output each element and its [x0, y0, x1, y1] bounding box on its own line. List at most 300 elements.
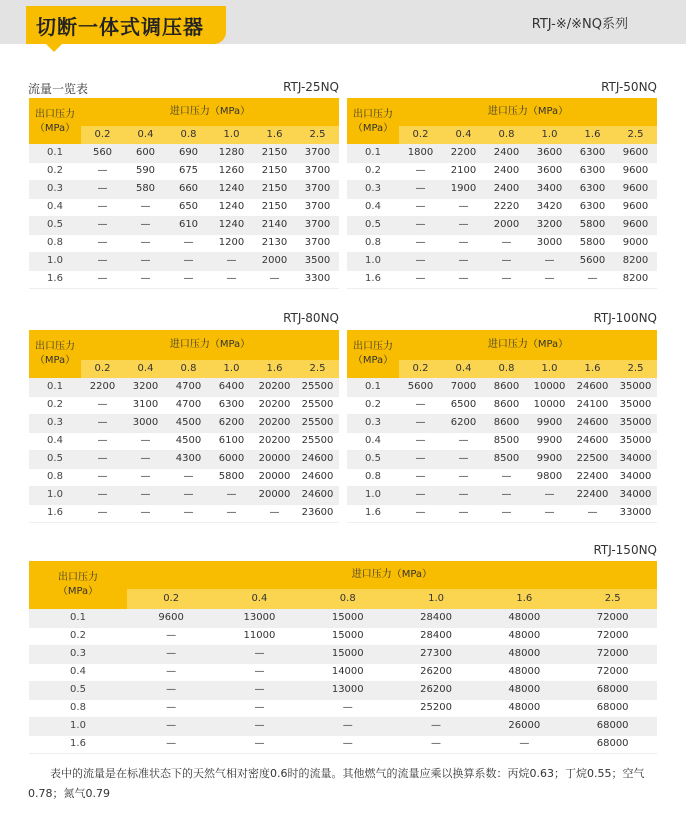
series-label: RTJ-※/※NQ系列	[531, 17, 628, 32]
flow-cell: —	[399, 450, 442, 468]
table-row	[29, 270, 339, 288]
flow-cell: 590	[124, 162, 167, 180]
table-row	[347, 180, 657, 198]
outlet-pressure-cell: 1.0	[347, 486, 399, 504]
flow-cell: 2150	[253, 198, 296, 216]
flow-cell: —	[399, 234, 442, 252]
flow-cell: —	[571, 270, 614, 288]
flow-cell: —	[210, 270, 253, 288]
flow-table	[29, 330, 339, 523]
outlet-pressure-unit: （MPa）	[34, 355, 76, 366]
page-title: 切断一体式调压器	[36, 14, 204, 39]
flow-cell: 24600	[296, 486, 339, 504]
flow-cell: 20200	[253, 378, 296, 396]
flow-cell: 15000	[304, 645, 392, 663]
inlet-pressure-header: 进口压力（MPa）	[399, 98, 657, 126]
inlet-pressure-value: 0.8	[304, 589, 392, 609]
table-row	[29, 216, 339, 234]
flow-cell: —	[81, 180, 124, 198]
flow-cell: 3200	[528, 216, 571, 234]
flow-cell: —	[304, 717, 392, 735]
flow-cell: 3000	[528, 234, 571, 252]
inlet-pressure-value: 1.6	[253, 126, 296, 144]
inlet-pressure-value: 1.0	[528, 126, 571, 144]
flow-cell: —	[127, 663, 215, 681]
flow-cell: 3700	[296, 216, 339, 234]
flow-cell: —	[81, 216, 124, 234]
table-row	[29, 609, 657, 627]
flow-cell: 3100	[124, 396, 167, 414]
table-row	[29, 681, 657, 699]
flow-cell: 610	[167, 216, 210, 234]
flow-cell: 10000	[528, 378, 571, 396]
inlet-pressure-value: 2.5	[614, 126, 657, 144]
table-row	[29, 645, 657, 663]
flow-cell: 68000	[568, 681, 656, 699]
inlet-pressure-header: 进口压力（MPa）	[399, 330, 657, 360]
outlet-pressure-unit: （MPa）	[57, 586, 99, 597]
flow-cell: 26200	[392, 681, 480, 699]
flow-cell: —	[215, 717, 303, 735]
outlet-pressure-cell: 0.2	[29, 627, 127, 645]
table-row	[347, 414, 657, 432]
flow-cell: —	[304, 735, 392, 753]
flow-cell: —	[399, 270, 442, 288]
table-row	[29, 180, 339, 198]
flow-cell: —	[480, 735, 568, 753]
flow-cell: —	[81, 468, 124, 486]
outlet-pressure-cell: 0.8	[29, 468, 81, 486]
inlet-pressure-header: 进口压力（MPa）	[81, 330, 339, 360]
flow-cell: —	[124, 270, 167, 288]
outlet-pressure-header	[29, 561, 127, 609]
table-row	[29, 699, 657, 717]
flow-cell: 3420	[528, 198, 571, 216]
flow-cell: 2000	[253, 252, 296, 270]
flow-cell: 4300	[167, 450, 210, 468]
flow-cell: 3700	[296, 198, 339, 216]
flow-cell: 48000	[480, 627, 568, 645]
flow-cell: 2150	[253, 144, 296, 162]
flow-cell: 72000	[568, 645, 656, 663]
outlet-pressure-cell: 1.6	[29, 270, 81, 288]
flow-cell: —	[81, 396, 124, 414]
table-row	[29, 627, 657, 645]
flow-cell: 20200	[253, 414, 296, 432]
flow-cell: —	[528, 486, 571, 504]
outlet-pressure-cell: 0.4	[29, 663, 127, 681]
flow-cell: —	[124, 234, 167, 252]
flow-cell: —	[167, 504, 210, 522]
footnote: 表中的流量是在标准状态下的天然气相对密度0.6时的流量。其他燃气的流量应乘以换算系数：丙烷0.63；丁烷0.55；空气0.78；氮气0.79	[28, 767, 645, 800]
inlet-pressure-value: 1.0	[210, 126, 253, 144]
flow-cell: 675	[167, 162, 210, 180]
outlet-pressure-cell: 0.1	[29, 144, 81, 162]
flow-cell: —	[399, 396, 442, 414]
flow-cell: 6300	[210, 396, 253, 414]
header-row	[347, 330, 657, 360]
flow-cell: —	[399, 486, 442, 504]
outlet-pressure-header	[29, 330, 81, 378]
flow-table	[347, 98, 657, 289]
flow-cell: 3700	[296, 144, 339, 162]
flow-cell: 22500	[571, 450, 614, 468]
inlet-pressure-value: 0.4	[442, 126, 485, 144]
flow-cell: 6300	[571, 198, 614, 216]
outlet-pressure-cell: 0.8	[29, 234, 81, 252]
flow-cell: —	[215, 699, 303, 717]
flow-cell: 8500	[485, 450, 528, 468]
model-label: RTJ-150NQ	[593, 543, 657, 557]
flow-cell: 20000	[253, 486, 296, 504]
outlet-pressure-cell: 0.5	[29, 216, 81, 234]
flow-cell: —	[167, 468, 210, 486]
flow-cell: 72000	[568, 627, 656, 645]
flow-cell: 20200	[253, 396, 296, 414]
flow-cell: —	[442, 486, 485, 504]
inlet-pressure-value: 2.5	[296, 360, 339, 378]
inlet-pressure-value: 1.0	[392, 589, 480, 609]
inlet-pressure-value: 0.4	[124, 126, 167, 144]
flow-cell: 5800	[571, 234, 614, 252]
table-row	[347, 198, 657, 216]
outlet-pressure-label: 出口压力	[353, 341, 393, 352]
flow-cell: 1260	[210, 162, 253, 180]
flow-cell: —	[253, 504, 296, 522]
flow-cell: 25500	[296, 414, 339, 432]
outlet-pressure-unit: （MPa）	[352, 355, 394, 366]
flow-cell: —	[124, 468, 167, 486]
inlet-pressure-value: 1.6	[571, 360, 614, 378]
flow-cell: 5600	[571, 252, 614, 270]
flow-cell: —	[127, 681, 215, 699]
flow-cell: 7000	[442, 378, 485, 396]
flow-cell: 1200	[210, 234, 253, 252]
outlet-pressure-cell: 1.6	[29, 504, 81, 522]
flow-cell: 5600	[399, 378, 442, 396]
inlet-pressure-value: 0.2	[399, 360, 442, 378]
outlet-pressure-cell: 0.1	[347, 144, 399, 162]
flow-cell: 10000	[528, 396, 571, 414]
flow-cell: 6400	[210, 378, 253, 396]
flow-cell: 35000	[614, 396, 657, 414]
flow-cell: —	[127, 735, 215, 753]
flow-cell: 9900	[528, 414, 571, 432]
flow-cell: 34000	[614, 450, 657, 468]
table-row	[347, 486, 657, 504]
outlet-pressure-header	[347, 330, 399, 378]
table-row	[29, 504, 339, 522]
flow-cell: 72000	[568, 663, 656, 681]
table-row	[29, 144, 339, 162]
outlet-pressure-cell: 1.0	[29, 717, 127, 735]
flow-cell: —	[124, 432, 167, 450]
outlet-pressure-label: 出口压力	[353, 109, 393, 120]
flow-cell: 24600	[296, 468, 339, 486]
flow-cell: 68000	[568, 735, 656, 753]
flow-cell: 20000	[253, 450, 296, 468]
flow-cell: —	[167, 486, 210, 504]
outlet-pressure-cell: 1.6	[347, 270, 399, 288]
flow-cell: —	[81, 252, 124, 270]
flow-cell: 6300	[571, 180, 614, 198]
flow-cell: 1900	[442, 180, 485, 198]
table-row	[347, 234, 657, 252]
flow-cell: —	[442, 198, 485, 216]
outlet-pressure-cell: 0.8	[347, 234, 399, 252]
flow-cell: 3600	[528, 144, 571, 162]
table-row	[29, 486, 339, 504]
flow-cell: 2150	[253, 162, 296, 180]
flow-cell: 9600	[614, 144, 657, 162]
flow-cell: 2140	[253, 216, 296, 234]
outlet-pressure-cell: 0.5	[29, 681, 127, 699]
table-row	[29, 378, 339, 396]
flow-cell: —	[399, 216, 442, 234]
outlet-pressure-cell: 0.3	[29, 180, 81, 198]
outlet-pressure-unit: （MPa）	[34, 123, 76, 134]
flow-cell: 48000	[480, 663, 568, 681]
flow-cell: —	[392, 717, 480, 735]
outlet-pressure-cell: 0.3	[29, 645, 127, 663]
table-row	[347, 162, 657, 180]
flow-cell: 24600	[571, 414, 614, 432]
table-row	[29, 252, 339, 270]
flow-cell: 8200	[614, 252, 657, 270]
table-row	[347, 432, 657, 450]
flow-cell: 48000	[480, 681, 568, 699]
flow-cell: —	[399, 414, 442, 432]
flow-cell: 690	[167, 144, 210, 162]
flow-table	[29, 98, 339, 289]
table-row	[347, 270, 657, 288]
flow-cell: —	[81, 162, 124, 180]
flow-cell: 8600	[485, 414, 528, 432]
flow-cell: —	[215, 681, 303, 699]
table-row	[29, 735, 657, 753]
inlet-pressure-value: 0.4	[215, 589, 303, 609]
flow-cell: 2200	[81, 378, 124, 396]
outlet-pressure-cell: 0.4	[347, 432, 399, 450]
outlet-pressure-cell: 0.3	[347, 180, 399, 198]
flow-cell: 6200	[210, 414, 253, 432]
flow-cell: 3500	[296, 252, 339, 270]
inlet-pressure-value: 0.4	[124, 360, 167, 378]
title-tab	[26, 6, 226, 44]
flow-table	[29, 561, 657, 754]
flow-cell: 34000	[614, 468, 657, 486]
flow-cell: —	[528, 270, 571, 288]
flow-cell: —	[528, 504, 571, 522]
flow-cell: 3200	[124, 378, 167, 396]
inlet-pressure-value: 1.0	[528, 360, 571, 378]
flow-cell: 3400	[528, 180, 571, 198]
flow-cell: 6000	[210, 450, 253, 468]
outlet-pressure-cell: 1.6	[29, 735, 127, 753]
flow-cell: —	[253, 270, 296, 288]
flow-cell: 23600	[296, 504, 339, 522]
flow-cell: 8500	[485, 432, 528, 450]
outlet-pressure-cell: 0.1	[29, 609, 127, 627]
flow-cell: 3000	[124, 414, 167, 432]
flow-cell: —	[127, 627, 215, 645]
flow-cell: 3300	[296, 270, 339, 288]
flow-cell: 25500	[296, 396, 339, 414]
outlet-pressure-cell: 0.1	[347, 378, 399, 396]
flow-cell: —	[124, 216, 167, 234]
flow-cell: —	[210, 486, 253, 504]
flow-cell: —	[485, 504, 528, 522]
flow-list-label: 流量一览表	[28, 82, 89, 96]
flow-cell: —	[399, 468, 442, 486]
inlet-pressure-value: 0.2	[81, 360, 124, 378]
table-row	[29, 234, 339, 252]
flow-cell: 25500	[296, 378, 339, 396]
flow-cell: —	[442, 432, 485, 450]
flow-cell: 6300	[571, 144, 614, 162]
outlet-pressure-cell: 1.6	[347, 504, 399, 522]
table-row	[29, 414, 339, 432]
flow-cell: —	[127, 717, 215, 735]
flow-cell: 13000	[215, 609, 303, 627]
flow-cell: —	[442, 252, 485, 270]
flow-cell: 22400	[571, 486, 614, 504]
flow-cell: 34000	[614, 486, 657, 504]
model-label: RTJ-50NQ	[601, 80, 657, 94]
outlet-pressure-cell: 0.4	[29, 198, 81, 216]
flow-cell: 8600	[485, 378, 528, 396]
flow-cell: 4500	[167, 432, 210, 450]
header-bar	[0, 0, 686, 44]
flow-cell: 28400	[392, 627, 480, 645]
flow-cell: —	[485, 270, 528, 288]
inlet-pressure-value: 0.4	[442, 360, 485, 378]
flow-cell: —	[124, 198, 167, 216]
flow-cell: 68000	[568, 699, 656, 717]
inlet-pressure-value: 0.2	[399, 126, 442, 144]
table-row	[347, 252, 657, 270]
flow-cell: 6200	[442, 414, 485, 432]
flow-cell: —	[210, 252, 253, 270]
flow-cell: —	[399, 504, 442, 522]
flow-cell: 650	[167, 198, 210, 216]
outlet-pressure-cell: 0.3	[347, 414, 399, 432]
flow-cell: —	[124, 486, 167, 504]
inlet-pressure-value: 0.2	[127, 589, 215, 609]
flow-cell: —	[81, 234, 124, 252]
table-row	[29, 450, 339, 468]
flow-cell: 600	[124, 144, 167, 162]
flow-cell: 27300	[392, 645, 480, 663]
flow-cell: 660	[167, 180, 210, 198]
flow-cell: 35000	[614, 414, 657, 432]
flow-cell: —	[81, 270, 124, 288]
flow-cell: 14000	[304, 663, 392, 681]
flow-cell: 9600	[614, 162, 657, 180]
outlet-pressure-cell: 0.2	[29, 162, 81, 180]
flow-table	[347, 330, 657, 523]
flow-cell: —	[442, 270, 485, 288]
table-row	[29, 198, 339, 216]
model-label: RTJ-25NQ	[283, 80, 339, 94]
flow-cell: 24600	[296, 450, 339, 468]
table-row	[29, 432, 339, 450]
header-row	[29, 330, 339, 360]
flow-cell: 2200	[442, 144, 485, 162]
outlet-pressure-cell: 0.1	[29, 378, 81, 396]
outlet-pressure-cell: 0.5	[29, 450, 81, 468]
flow-cell: —	[127, 645, 215, 663]
flow-cell: 13000	[304, 681, 392, 699]
flow-cell: 9000	[614, 234, 657, 252]
flow-cell: —	[399, 180, 442, 198]
flow-cell: —	[124, 504, 167, 522]
flow-cell: —	[485, 486, 528, 504]
flow-cell: —	[167, 234, 210, 252]
flow-cell: 3600	[528, 162, 571, 180]
flow-cell: 4500	[167, 414, 210, 432]
flow-cell: 3700	[296, 162, 339, 180]
header-row	[347, 98, 657, 126]
flow-cell: —	[167, 270, 210, 288]
flow-cell: —	[399, 198, 442, 216]
flow-cell: —	[399, 162, 442, 180]
inlet-pressure-value: 1.6	[480, 589, 568, 609]
flow-cell: 20000	[253, 468, 296, 486]
flow-cell: —	[399, 432, 442, 450]
table-row	[347, 144, 657, 162]
header-row	[29, 98, 339, 126]
flow-cell: —	[81, 504, 124, 522]
flow-cell: 9600	[127, 609, 215, 627]
flow-cell: —	[304, 699, 392, 717]
flow-cell: 9600	[614, 180, 657, 198]
table-row	[347, 396, 657, 414]
header-row	[29, 561, 657, 589]
flow-cell: 6300	[571, 162, 614, 180]
inlet-pressure-value: 0.8	[485, 360, 528, 378]
inlet-pressure-value: 2.5	[614, 360, 657, 378]
flow-cell: 2400	[485, 180, 528, 198]
flow-cell: 1240	[210, 216, 253, 234]
flow-cell: 48000	[480, 609, 568, 627]
outlet-pressure-label: 出口压力	[35, 341, 75, 352]
flow-cell: —	[215, 645, 303, 663]
table-row	[29, 717, 657, 735]
flow-cell: 8600	[485, 396, 528, 414]
flow-cell: 1800	[399, 144, 442, 162]
flow-cell: 15000	[304, 609, 392, 627]
flow-cell: 11000	[215, 627, 303, 645]
flow-cell: 2400	[485, 162, 528, 180]
flow-cell: 26200	[392, 663, 480, 681]
flow-cell: 8200	[614, 270, 657, 288]
flow-cell: 33000	[614, 504, 657, 522]
flow-cell: —	[127, 699, 215, 717]
outlet-pressure-cell: 0.3	[29, 414, 81, 432]
inlet-pressure-header: 进口压力（MPa）	[127, 561, 657, 589]
flow-cell: 1240	[210, 198, 253, 216]
flow-cell: —	[392, 735, 480, 753]
inlet-pressure-value: 2.5	[568, 589, 656, 609]
flow-cell: —	[399, 252, 442, 270]
flow-cell: —	[215, 735, 303, 753]
flow-cell: 15000	[304, 627, 392, 645]
outlet-pressure-cell: 0.2	[29, 396, 81, 414]
model-label: RTJ-100NQ	[593, 311, 657, 325]
outlet-pressure-header	[347, 98, 399, 144]
outlet-pressure-label: 出口压力	[58, 572, 98, 583]
